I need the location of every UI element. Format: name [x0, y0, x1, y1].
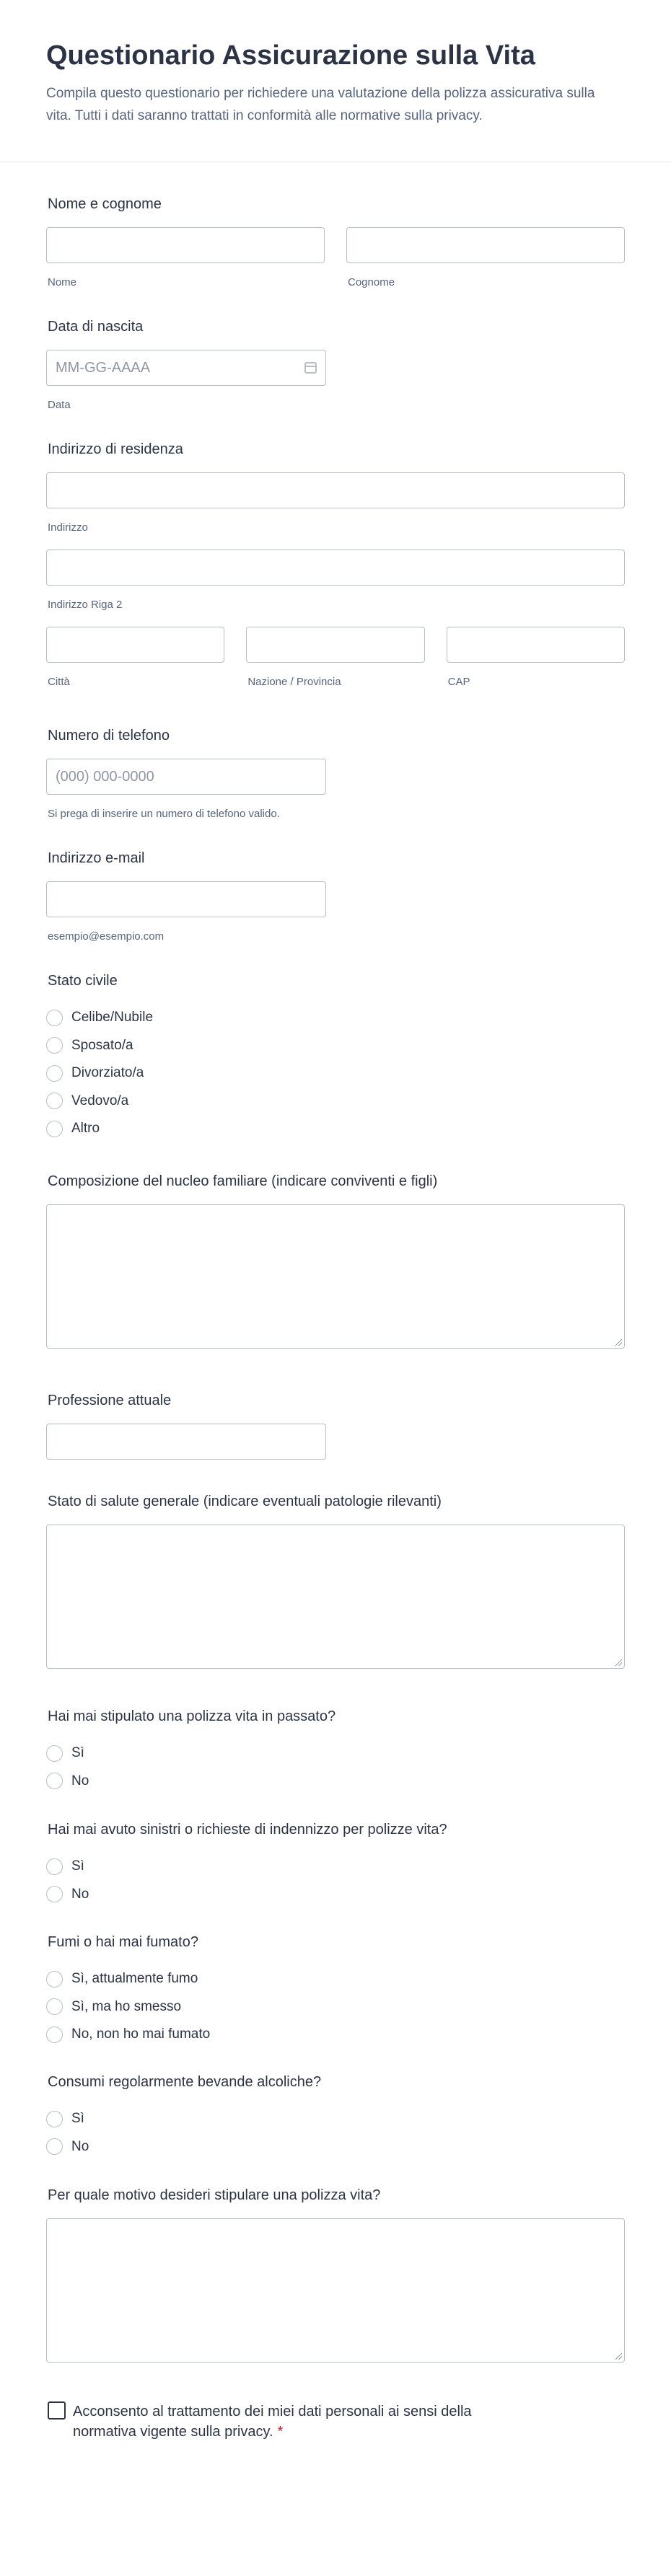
- city-input[interactable]: [46, 627, 224, 663]
- reason-textarea[interactable]: [46, 2218, 625, 2363]
- phone-sublabel: Si prega di inserire un numero di telefono valido.: [48, 808, 280, 820]
- resize-handle-icon[interactable]: [615, 2353, 622, 2360]
- city-sublabel: Città: [48, 676, 70, 688]
- address-line1-input[interactable]: [46, 472, 625, 508]
- radio-label: Sì, ma ho smesso: [71, 1998, 182, 2014]
- zip-sublabel: CAP: [447, 676, 470, 688]
- email-label: Indirizzo e-mail: [48, 850, 145, 866]
- consent-field: [48, 2401, 625, 2442]
- claims-label: Hai mai avuto sinistri o richieste di indennizzo per polizze vita?: [48, 1822, 447, 1838]
- state-sublabel: Nazione / Provincia: [247, 676, 341, 688]
- radio-label: Sì: [71, 1858, 84, 1874]
- health-textarea[interactable]: [46, 1525, 625, 1669]
- radio-label: Vedovo/a: [71, 1093, 129, 1108]
- radio-label: Sì: [71, 1745, 84, 1761]
- resize-handle-icon[interactable]: [615, 1339, 622, 1346]
- radio-option[interactable]: [46, 1993, 625, 2021]
- radio-button[interactable]: [46, 2111, 63, 2127]
- radio-option[interactable]: [46, 1881, 625, 1909]
- radio-button[interactable]: [46, 1093, 63, 1109]
- previous-policy-label: Hai mai stipulato una polizza vita in passato?: [48, 1708, 336, 1724]
- civil-status-field: [46, 972, 625, 1173]
- form-title: Questionario Assicurazione sulla Vita: [46, 40, 535, 71]
- consent-label: [73, 2401, 535, 2442]
- radio-option[interactable]: [46, 2105, 625, 2133]
- family-textarea[interactable]: [46, 1204, 625, 1349]
- first-name-sublabel: Nome: [48, 276, 77, 288]
- radio-button[interactable]: [46, 2138, 63, 2155]
- phone-input[interactable]: [46, 759, 326, 795]
- dob-label: Data di nascita: [48, 319, 144, 335]
- radio-label: No: [71, 2138, 89, 2154]
- radio-button[interactable]: [46, 1971, 63, 1988]
- first-name-input[interactable]: [46, 227, 325, 263]
- profession-field: [46, 1392, 625, 1493]
- radio-option[interactable]: [46, 1965, 625, 1993]
- smoking-field: [46, 1933, 625, 2073]
- claims-field: [46, 1821, 625, 1933]
- phone-field: [46, 727, 625, 850]
- last-name-input[interactable]: [346, 227, 625, 263]
- full-name-field: [46, 195, 625, 318]
- radio-label: Celibe/Nubile: [71, 1010, 154, 1025]
- last-name-sublabel: Cognome: [348, 276, 395, 288]
- resize-handle-icon[interactable]: [615, 1659, 622, 1666]
- address-label: Indirizzo di residenza: [48, 441, 183, 457]
- consent-row[interactable]: [48, 2401, 625, 2442]
- radio-label: Sposato/a: [71, 1037, 133, 1053]
- radio-button[interactable]: [46, 1745, 63, 1762]
- dob-sublabel: Data: [48, 399, 71, 411]
- radio-option[interactable]: [46, 2133, 625, 2161]
- phone-label: Numero di telefono: [48, 728, 170, 744]
- calendar-icon[interactable]: [304, 362, 317, 374]
- radio-option[interactable]: [46, 1739, 625, 1768]
- email-input[interactable]: [46, 881, 326, 917]
- address-line2-input[interactable]: [46, 550, 625, 586]
- address-field: [46, 441, 625, 727]
- radio-option[interactable]: [46, 1853, 625, 1881]
- profession-label: Professione attuale: [48, 1393, 172, 1408]
- form-header: [0, 0, 671, 162]
- radio-button[interactable]: [46, 1010, 63, 1026]
- required-marker: *: [277, 2424, 284, 2440]
- dob-input[interactable]: [46, 350, 326, 386]
- radio-option[interactable]: [46, 1059, 625, 1088]
- radio-label: Sì, attualmente fumo: [71, 1971, 198, 1987]
- family-label: Composizione del nucleo familiare (indicare conviventi e figli): [48, 1173, 438, 1189]
- alcohol-label: Consumi regolarmente bevande alcoliche?: [48, 2074, 322, 2090]
- radio-option[interactable]: [46, 1032, 625, 1060]
- radio-label: Divorziato/a: [71, 1065, 144, 1081]
- radio-label: No, non ho mai fumato: [71, 2026, 211, 2042]
- smoking-label: Fumi o hai mai fumato?: [48, 1934, 198, 1950]
- consent-text: Acconsento al trattamento dei miei dati personali ai sensi della normativa vigente sulla privacy.: [73, 2404, 472, 2440]
- radio-button[interactable]: [46, 1065, 63, 1082]
- zip-input[interactable]: [447, 627, 625, 663]
- radio-label: No: [71, 1773, 89, 1788]
- radio-button[interactable]: [46, 1773, 63, 1789]
- family-field: [46, 1173, 625, 1392]
- alcohol-field: [46, 2073, 625, 2187]
- radio-label: Sì: [71, 2111, 84, 2127]
- radio-option[interactable]: [46, 2021, 625, 2049]
- radio-button[interactable]: [46, 2026, 63, 2043]
- profession-input[interactable]: [46, 1424, 326, 1460]
- reason-label: Per quale motivo desideri stipulare una polizza vita?: [48, 2187, 381, 2203]
- civil-status-label: Stato civile: [48, 973, 118, 989]
- form-body: [0, 162, 671, 2442]
- radio-button[interactable]: [46, 1037, 63, 1054]
- address-line1-sublabel: Indirizzo: [48, 521, 88, 534]
- phone-placeholder: (000) 000-0000: [56, 768, 154, 785]
- reason-field: [46, 2187, 625, 2401]
- radio-option[interactable]: [46, 1088, 625, 1116]
- radio-option[interactable]: [46, 1115, 625, 1143]
- radio-button[interactable]: [46, 1886, 63, 1902]
- health-field: [46, 1493, 625, 1708]
- email-field: [46, 850, 625, 972]
- radio-option[interactable]: [46, 1004, 625, 1032]
- consent-checkbox[interactable]: [48, 2401, 66, 2420]
- health-label: Stato di salute generale (indicare eventuali patologie rilevanti): [48, 1494, 442, 1509]
- radio-button[interactable]: [46, 1858, 63, 1875]
- state-input[interactable]: [246, 627, 424, 663]
- radio-label: Altro: [71, 1121, 100, 1137]
- full-name-label: Nome e cognome: [48, 196, 162, 212]
- dob-placeholder: MM-GG-AAAA: [56, 359, 151, 376]
- radio-label: No: [71, 1886, 89, 1902]
- previous-policy-field: [46, 1708, 625, 1821]
- radio-option[interactable]: [46, 1768, 625, 1796]
- address-line2-sublabel: Indirizzo Riga 2: [48, 599, 123, 611]
- radio-button[interactable]: [46, 1998, 63, 2015]
- radio-button[interactable]: [46, 1121, 63, 1137]
- form-subtitle: Compila questo questionario per richiedere una valutazione della polizza assicurativa sulla vita. Tutti i dati saranno trattati in conformità alle normative sulla privacy.: [46, 86, 595, 123]
- dob-field: [46, 318, 625, 441]
- email-sublabel: esempio@esempio.com: [48, 930, 165, 943]
